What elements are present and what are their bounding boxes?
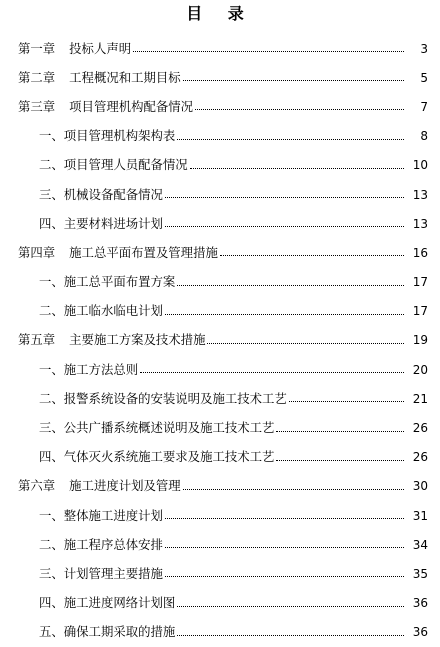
chapter-title: 项目管理机构配备情况 — [69, 98, 194, 114]
section-title: 三、公共广播系统概述说明及施工技术工艺 — [39, 420, 275, 436]
chapter-title: 施工总平面布置及管理措施 — [69, 244, 218, 260]
section-title: 五、确保工期采取的措施 — [39, 624, 176, 640]
page-number: 8 — [420, 129, 428, 144]
toc-section[interactable] — [0, 297, 440, 326]
page-number: 35 — [412, 566, 428, 581]
toc-section[interactable] — [0, 355, 440, 384]
page-number: 7 — [420, 99, 428, 114]
page-number: 5 — [420, 70, 428, 85]
dot-leader — [165, 187, 404, 198]
toc-chapter-4[interactable] — [0, 238, 440, 267]
table-of-contents — [0, 34, 440, 647]
toc-chapter-5[interactable] — [0, 326, 440, 355]
chapter-number: 第五章 — [18, 332, 56, 348]
dot-leader — [207, 333, 404, 344]
chapter-number: 第二章 — [18, 69, 56, 85]
chapter-number: 第三章 — [18, 98, 56, 114]
page-number: 13 — [412, 216, 428, 231]
toc-section[interactable] — [0, 589, 440, 618]
dot-leader — [190, 158, 404, 169]
page-number: 31 — [412, 508, 428, 523]
page-number: 20 — [412, 362, 428, 377]
page-number: 26 — [412, 421, 428, 436]
dot-leader — [165, 537, 404, 548]
toc-section[interactable] — [0, 268, 440, 297]
dot-leader — [140, 362, 404, 373]
dot-leader — [165, 508, 404, 519]
toc-section[interactable] — [0, 209, 440, 238]
toc-section[interactable] — [0, 530, 440, 559]
toc-section[interactable] — [0, 559, 440, 588]
toc-section[interactable] — [0, 384, 440, 413]
section-title: 三、计划管理主要措施 — [39, 565, 163, 581]
section-title: 二、施工临水临电计划 — [39, 303, 163, 319]
section-title: 一、整体施工进度计划 — [39, 507, 163, 523]
page-number: 10 — [412, 158, 428, 173]
chapter-title: 投标人声明 — [69, 40, 132, 56]
dot-leader — [195, 99, 404, 110]
dot-leader — [165, 304, 404, 315]
toc-section[interactable] — [0, 413, 440, 442]
section-title: 四、主要材料进场计划 — [39, 215, 163, 231]
page-number: 34 — [412, 537, 428, 552]
page-number: 13 — [412, 187, 428, 202]
section-title: 二、项目管理人员配备情况 — [39, 157, 188, 173]
dot-leader — [165, 216, 404, 227]
toc-section[interactable] — [0, 501, 440, 530]
page-number: 16 — [412, 245, 428, 260]
toc-title: 目 录 — [186, 4, 254, 23]
dot-leader — [276, 450, 404, 461]
dot-leader — [183, 479, 404, 490]
toc-chapter-1[interactable] — [0, 34, 440, 63]
page-number: 19 — [412, 333, 428, 348]
toc-chapter-3[interactable] — [0, 92, 440, 121]
dot-leader — [133, 41, 404, 52]
dot-leader — [276, 421, 404, 432]
chapter-number: 第六章 — [18, 478, 56, 494]
page-number: 36 — [412, 625, 428, 640]
page-number: 30 — [412, 479, 428, 494]
section-title: 四、施工进度网络计划图 — [39, 595, 176, 611]
chapter-title: 主要施工方案及技术措施 — [69, 332, 206, 348]
dot-leader — [177, 129, 404, 140]
chapter-number: 第一章 — [18, 40, 56, 56]
toc-section[interactable] — [0, 122, 440, 151]
section-title: 四、气体灭火系统施工要求及施工技术工艺 — [39, 449, 275, 465]
section-title: 二、报警系统设备的安装说明及施工技术工艺 — [39, 390, 287, 406]
chapter-title: 施工进度计划及管理 — [69, 478, 181, 494]
toc-section[interactable] — [0, 443, 440, 472]
dot-leader — [289, 391, 404, 402]
chapter-title: 工程概况和工期目标 — [69, 69, 181, 85]
page-number: 17 — [412, 304, 428, 319]
section-title: 一、施工方法总则 — [39, 361, 139, 377]
section-title: 二、施工程序总体安排 — [39, 536, 163, 552]
page-number: 17 — [412, 275, 428, 290]
chapter-number: 第四章 — [18, 244, 56, 260]
page-number: 36 — [412, 596, 428, 611]
toc-section[interactable] — [0, 180, 440, 209]
page-number: 3 — [420, 41, 428, 56]
dot-leader — [177, 275, 404, 286]
toc-chapter-6[interactable] — [0, 472, 440, 501]
page-number: 26 — [412, 450, 428, 465]
section-title: 三、机械设备配备情况 — [39, 186, 163, 202]
dot-leader — [177, 625, 404, 636]
dot-leader — [177, 596, 404, 607]
dot-leader — [183, 70, 404, 81]
dot-leader — [220, 245, 404, 256]
section-title: 一、项目管理机构架构表 — [39, 128, 176, 144]
dot-leader — [165, 566, 404, 577]
toc-chapter-2[interactable] — [0, 63, 440, 92]
page-number: 21 — [412, 391, 428, 406]
section-title: 一、施工总平面布置方案 — [39, 274, 176, 290]
toc-section[interactable] — [0, 151, 440, 180]
